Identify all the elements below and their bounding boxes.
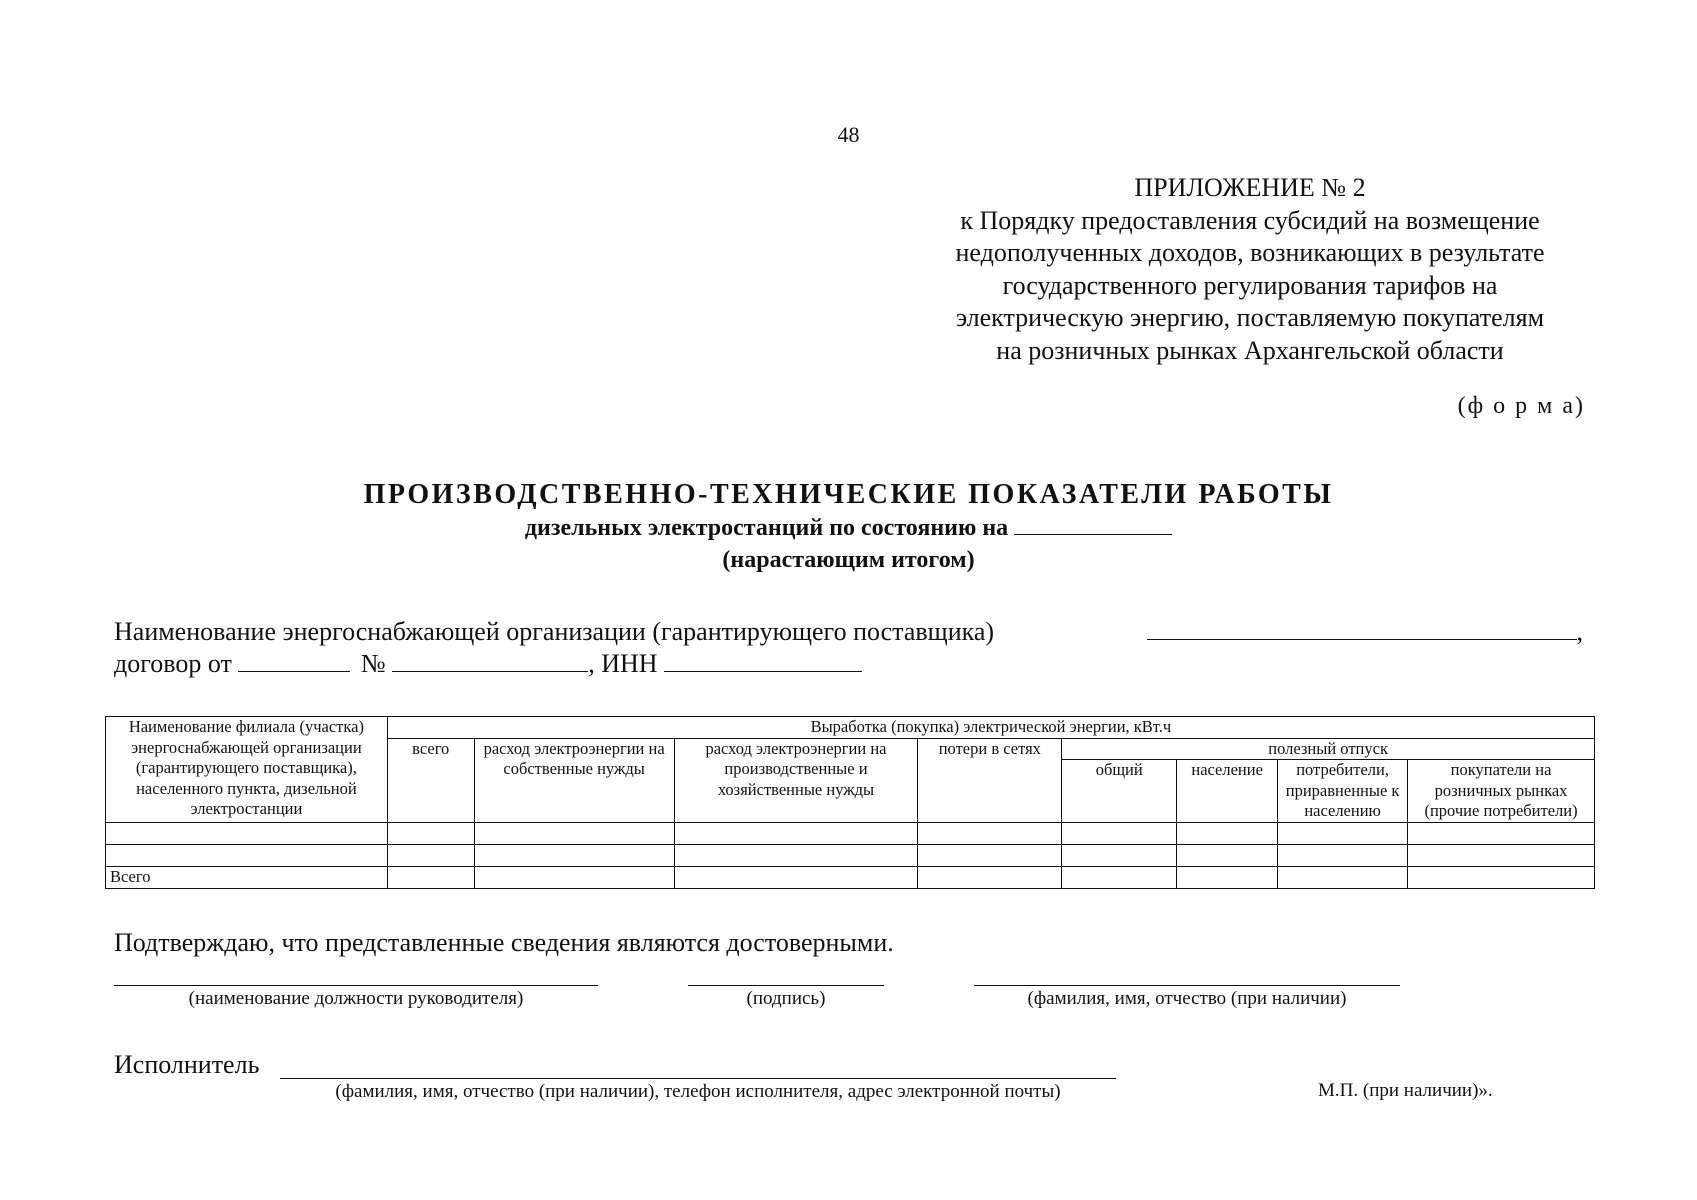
table-cell[interactable]	[674, 845, 918, 867]
contract-number-blank[interactable]	[392, 670, 588, 672]
header-own-needs: расход электроэнергии на собственные нужды	[474, 738, 674, 823]
indicators-table	[105, 716, 1595, 889]
header-useful-supply: полезный отпуск	[1062, 738, 1595, 760]
appendix-line: электрическую энергию, поставляемую покупателям	[955, 303, 1545, 333]
header-population: население	[1177, 760, 1278, 823]
title-sub: дизельных электростанций по состоянию на	[524, 515, 1009, 541]
table-cell[interactable]	[674, 823, 918, 845]
position-caption: (наименование должности руководителя)	[188, 988, 524, 1009]
table-cell[interactable]	[1177, 867, 1278, 889]
table-cell[interactable]	[387, 823, 474, 845]
executor-line[interactable]	[280, 1078, 1116, 1079]
table-cell[interactable]	[1062, 823, 1177, 845]
header-production-needs: расход электроэнергии на производственные и хозяйственные нужды	[674, 738, 918, 823]
document-title	[0, 478, 1697, 576]
appendix-line: на розничных рынках Архангельской области	[996, 335, 1504, 365]
header-equivalent: потребители, приравненные к населению	[1278, 760, 1408, 823]
table-row	[106, 823, 1595, 845]
title-sub-line	[0, 512, 1697, 544]
org-name-comma: ,	[1576, 617, 1583, 646]
header-total: всего	[387, 738, 474, 823]
fullname-line[interactable]	[974, 985, 1400, 986]
signature-line[interactable]	[688, 985, 884, 986]
contract-label: договор от	[114, 649, 232, 678]
header-retail: покупатели на розничных рынках (прочие потребители)	[1408, 760, 1595, 823]
stamp-note: М.П. (при наличии)».	[1318, 1080, 1493, 1101]
table-cell[interactable]	[674, 867, 918, 889]
appendix-heading: ПРИЛОЖЕНИЕ № 2	[1134, 173, 1366, 202]
header-general: общий	[1062, 760, 1177, 823]
table-cell[interactable]	[1278, 823, 1408, 845]
inn-label: , ИНН	[588, 649, 658, 678]
total-row-label: Всего	[106, 867, 388, 889]
executor-caption: (фамилия, имя, отчество (при наличии), телефон исполнителя, адрес электронной почты)	[335, 1081, 1061, 1102]
contract-date-blank[interactable]	[238, 670, 350, 672]
fullname-caption: (фамилия, имя, отчество (при наличии)	[1027, 988, 1347, 1009]
org-name-blank[interactable]	[1147, 638, 1577, 640]
appendix-header	[905, 172, 1595, 368]
table-cell[interactable]	[1408, 823, 1595, 845]
table-cell[interactable]	[474, 823, 674, 845]
date-blank[interactable]	[1014, 533, 1172, 535]
position-line[interactable]	[114, 985, 598, 986]
contract-row	[114, 648, 1583, 680]
table-cell[interactable]	[474, 867, 674, 889]
table-cell[interactable]	[1177, 823, 1278, 845]
signature-caption: (подпись)	[746, 988, 826, 1009]
table-cell[interactable]	[1278, 867, 1408, 889]
table-cell[interactable]	[1278, 845, 1408, 867]
org-name-row	[114, 616, 1583, 648]
table-cell[interactable]	[474, 845, 674, 867]
table-cell[interactable]	[1177, 845, 1278, 867]
table-cell[interactable]	[1408, 845, 1595, 867]
header-generation-group: Выработка (покупка) электрической энергии, кВт.ч	[387, 717, 1594, 739]
table-cell[interactable]	[1062, 867, 1177, 889]
header-branch-name: Наименование филиала (участка) энергоснабжающей организации (гарантирующего поставщика), населенного пункта, дизельной электростанции	[106, 717, 388, 823]
contract-number-label: №	[360, 649, 386, 678]
table-cell[interactable]	[106, 823, 388, 845]
header-losses: потери в сетях	[918, 738, 1062, 823]
title-main: ПРОИЗВОДСТВЕННО-ТЕХНИЧЕСКИЕ ПОКАЗАТЕЛИ РАБОТЫ	[363, 479, 1334, 510]
table-cell[interactable]	[106, 845, 388, 867]
table-cell[interactable]	[387, 845, 474, 867]
org-name-label: Наименование энергоснабжающей организации (гарантирующего поставщика)	[114, 617, 995, 646]
table-cell[interactable]	[918, 845, 1062, 867]
table-cell[interactable]	[918, 823, 1062, 845]
executor-label: Исполнитель	[114, 1050, 260, 1079]
table-cell[interactable]	[387, 867, 474, 889]
inn-blank[interactable]	[664, 670, 862, 672]
page-number: 48	[837, 122, 860, 147]
table-cell[interactable]	[1408, 867, 1595, 889]
confirmation-text: Подтверждаю, что представленные сведения являются достоверными.	[114, 928, 894, 957]
appendix-line: к Порядку предоставления субсидий на возмещение	[960, 205, 1540, 235]
form-label: (ф о р м а)	[1457, 393, 1585, 419]
appendix-line: государственного регулирования тарифов на	[1002, 270, 1498, 300]
table-total-row	[106, 867, 1595, 889]
title-sub2: (нарастающим итогом)	[722, 547, 975, 573]
table-cell[interactable]	[918, 867, 1062, 889]
table-row	[106, 845, 1595, 867]
table-cell[interactable]	[1062, 845, 1177, 867]
appendix-line: недополученных доходов, возникающих в результате	[955, 238, 1545, 268]
